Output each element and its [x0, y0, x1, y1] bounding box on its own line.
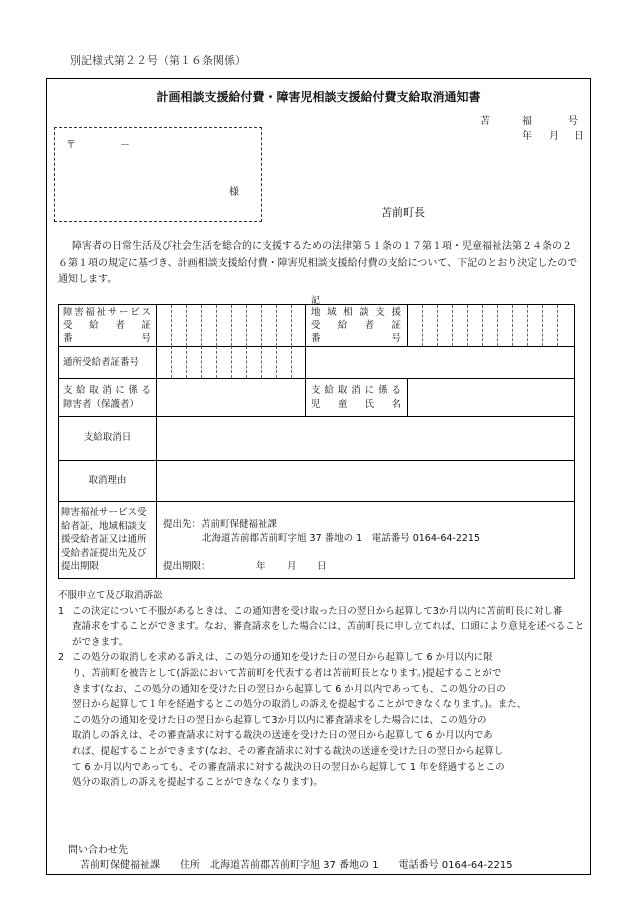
- deadline-year: 年: [256, 561, 266, 572]
- submission-address: 北海道苫前郡苫前町字旭 37 番地の 1 電話番号 0164-64-2215: [202, 533, 481, 544]
- address-window: [54, 127, 262, 222]
- ki-marker: 記: [311, 296, 321, 306]
- postal-dash: －: [120, 140, 130, 151]
- appeal-item-1-line: この決定について不服があるときは、この通知書を受け取った日の翌日から起算して3か月以内に苫前町長に対し審: [72, 605, 563, 617]
- label-day-service-cert: 通所受給者証番号: [63, 357, 140, 368]
- appeal-item-1-line: ができます。: [72, 636, 129, 648]
- label-revoked-person-line2: 障害者（保護者）: [63, 399, 140, 410]
- detail-table: [58, 304, 575, 579]
- label-service-cert-line2: 受 給 者 証: [63, 320, 151, 331]
- label-child-name-line2: 児 童 氏 名: [311, 399, 401, 410]
- label-service-cert-line1: 障害福祉サービス: [63, 307, 151, 318]
- appeals-section: [58, 588, 588, 791]
- label-submission-line2: 給者証、地域相談支: [61, 520, 147, 532]
- label-submission-line1: 障害福祉サービス受: [61, 507, 147, 518]
- appeal-item-2-line: り、苫前町を被告として(訴訟において苫前町を代表する者は苫前町長となります。)提起することがで: [72, 667, 502, 679]
- label-community-cert-line3: 番 号: [311, 333, 401, 344]
- deadline-day: 日: [317, 561, 327, 572]
- date-year: 年: [522, 131, 532, 142]
- appeal-item-2-line: 翌日から起算して１年を経過するとこの処分の取消しの訴えを提起することができなくなります。)。また、: [72, 699, 527, 711]
- appeal-item-2-line: 取消しの訴えは、その審査請求に対する裁決の送達を受けた日の翌日から起算して 6 か月以内であ: [72, 730, 493, 742]
- appeal-item-2-line: 処分の取消しの訴えを提起することができなくなります)。: [72, 777, 323, 789]
- label-submission-line4: 受給者証提出先及び: [61, 547, 147, 559]
- postal-mark: 〒: [66, 140, 76, 151]
- appeal-item-2-number: 2: [58, 652, 65, 664]
- appeal-item-2-line: この処分の通知を受けた日の翌日から起算して3か月以内に審査請求をした場合には、この処分の: [72, 714, 487, 726]
- submission-destination: 提出先：苫前町保健福祉課: [163, 519, 278, 530]
- issuer-name: 苫前町長: [381, 206, 425, 219]
- label-child-name-line1: 支給取消に係る: [311, 385, 401, 396]
- date-day: 日: [574, 131, 584, 142]
- appeal-item-2: [58, 650, 588, 790]
- date-month: 月: [549, 131, 559, 142]
- contact-line: 苫前町保健福祉課 住所 北海道苫前郡苫前町字旭 37 番地の 1 電話番号 0164-64-2215: [80, 860, 513, 871]
- label-community-cert-line2: 受 給 者 証: [311, 320, 401, 331]
- label-submission: [61, 506, 156, 574]
- label-revocation-reason: 取消理由: [88, 475, 127, 486]
- appeal-item-2-line: て 6 か月以内であっても、その審査請求に対する裁決の日の翌日から起算して 1 年を経過するとこの: [72, 761, 505, 773]
- ref-go: 号: [568, 116, 578, 127]
- label-revocation-date: 支給取消日: [83, 432, 132, 443]
- label-service-cert-line3: 番 号: [63, 333, 151, 344]
- appeal-item-2-line: れば、提起することができます(なお、その審査請求に対する裁決の送達を受けた日の翌日から起算し: [72, 745, 504, 757]
- submission-deadline-label: 提出期限：: [163, 561, 211, 572]
- appeals-heading: 不服申立て及び取消訴訟: [58, 590, 163, 601]
- form-number-label: 別記様式第２２号（第１６条関係）: [70, 54, 246, 67]
- appeal-item-2-line: きます(なお、この処分の通知を受けた日の翌日から起算して 6 か月以内であっても、この処分の日の: [72, 683, 506, 695]
- appeal-item-2-line: この処分の取消しを求める訴えは、この処分の通知を受けた日の翌日から起算して 6 か月以内に限: [72, 652, 493, 664]
- deadline-month: 月: [287, 561, 297, 572]
- contact-heading: 問い合わせ先: [68, 845, 128, 856]
- document-title: 計画相談支援給付費・障害児相談支援給付費支給取消通知書: [156, 90, 481, 104]
- appeal-item-1-number: 1: [58, 605, 65, 617]
- ref-fuku: 福: [522, 116, 532, 127]
- label-submission-line3: 援受給者証又は通所: [61, 534, 147, 545]
- appeal-item-1: [58, 604, 588, 651]
- intro-paragraph: 障害者の日常生活及び社会生活を総合的に支援するための法律第５１条の１７第１項・児童福祉法第２４条の２６第１項の規定に基づき、計画相談支援給付費・障害児相談支援給付費の支給について、下記のとおり決定したので通知します。: [58, 241, 578, 285]
- label-submission-line5: 提出期限: [61, 561, 100, 572]
- label-community-cert-line1: 地域相談支援: [311, 307, 401, 318]
- label-revoked-person-line1: 支給取消に係る: [63, 385, 151, 396]
- contact-section: [68, 843, 513, 873]
- ref-prefix: 苫: [480, 116, 490, 127]
- appeal-item-1-line: 査請求をすることができます。なお、審査請求をした場合には、苫前町長に申し立てれば、口頭により意見を述べること: [72, 621, 585, 633]
- honorific-sama: 様: [229, 187, 239, 198]
